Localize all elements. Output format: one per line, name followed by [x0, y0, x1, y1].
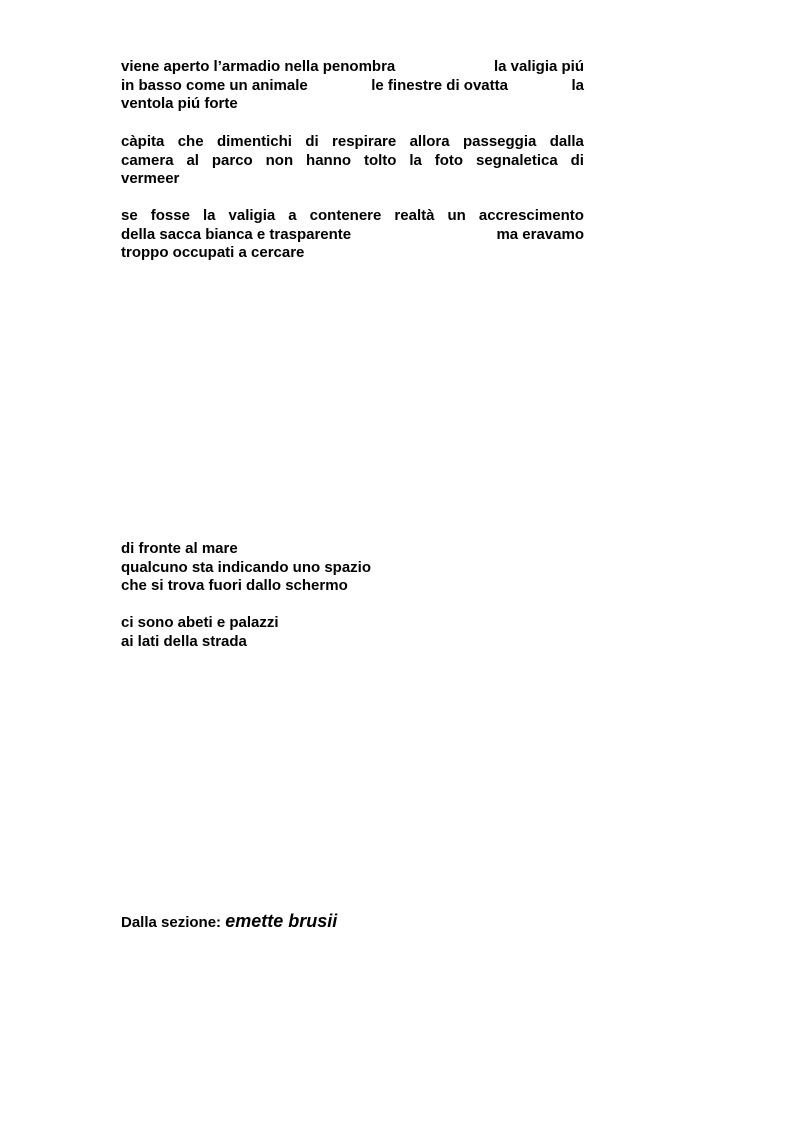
word: non: [265, 151, 294, 169]
line-segment: ventola piú forte: [121, 95, 238, 112]
poem2-stanza-2: [121, 614, 279, 651]
poem-line: [121, 244, 584, 263]
word: càpita: [121, 133, 165, 150]
line-segment: viene aperto l’armadio nella penombra: [121, 58, 396, 75]
word: la: [202, 207, 216, 224]
word: foto: [434, 151, 464, 169]
line-segment: della sacca bianca e trasparente: [121, 225, 352, 243]
word: realtà: [394, 207, 435, 224]
poem-line: [121, 170, 584, 189]
poem-line: [121, 226, 584, 245]
line-segment: ma eravamo: [496, 225, 584, 243]
word: dimentichi: [216, 133, 292, 150]
word: dalla: [549, 133, 584, 150]
poem-line: [121, 58, 584, 77]
line-segment: le finestre di ovatta: [371, 76, 508, 94]
word: vermeer: [121, 170, 180, 187]
word: accrescimento: [478, 207, 584, 224]
section-prefix: Dalla sezione:: [121, 914, 226, 931]
poem-line: che si trova fuori dallo schermo: [121, 577, 348, 594]
line-segment: la: [571, 76, 584, 94]
poem-line: [121, 152, 584, 171]
poem-line: [121, 95, 584, 114]
word: fosse: [150, 207, 190, 224]
poem-line: [121, 133, 584, 152]
line-segment: troppo occupati a cercare: [121, 244, 305, 261]
word: la: [409, 151, 422, 169]
word: di: [570, 151, 584, 169]
poem-line: [121, 207, 584, 226]
poem2-stanza-1: [121, 540, 371, 596]
poem-line: [121, 77, 584, 96]
poem-stanza-1: [121, 58, 584, 114]
word: respirare: [332, 133, 397, 150]
line-segment: in basso come un animale: [121, 76, 308, 94]
word: segnaletica: [476, 151, 558, 169]
word: camera: [121, 151, 174, 169]
poem-line: di fronte al mare: [121, 540, 238, 557]
word: di: [305, 133, 319, 150]
section-heading: [121, 911, 337, 932]
poem-line: ai lati della strada: [121, 632, 247, 650]
section-title: emette brusii: [225, 911, 338, 931]
poem-line: qualcuno sta indicando uno spazio: [121, 558, 372, 576]
word: hanno: [306, 151, 352, 169]
poem-stanza-3: [121, 207, 584, 263]
word: parco: [211, 151, 253, 169]
word: passeggia: [462, 133, 537, 150]
word: tolto: [363, 151, 397, 169]
poem-stanza-2: [121, 133, 584, 189]
word: valigia: [228, 207, 276, 224]
word: se: [121, 207, 138, 224]
word: un: [447, 207, 466, 224]
poem-line: ci sono abeti e palazzi: [121, 614, 279, 631]
word: contenere: [309, 207, 382, 224]
word: che: [177, 133, 204, 150]
word: al: [186, 151, 199, 169]
line-segment: la valigia piú: [493, 58, 584, 75]
word: a: [288, 207, 297, 224]
word: allora: [409, 133, 450, 150]
